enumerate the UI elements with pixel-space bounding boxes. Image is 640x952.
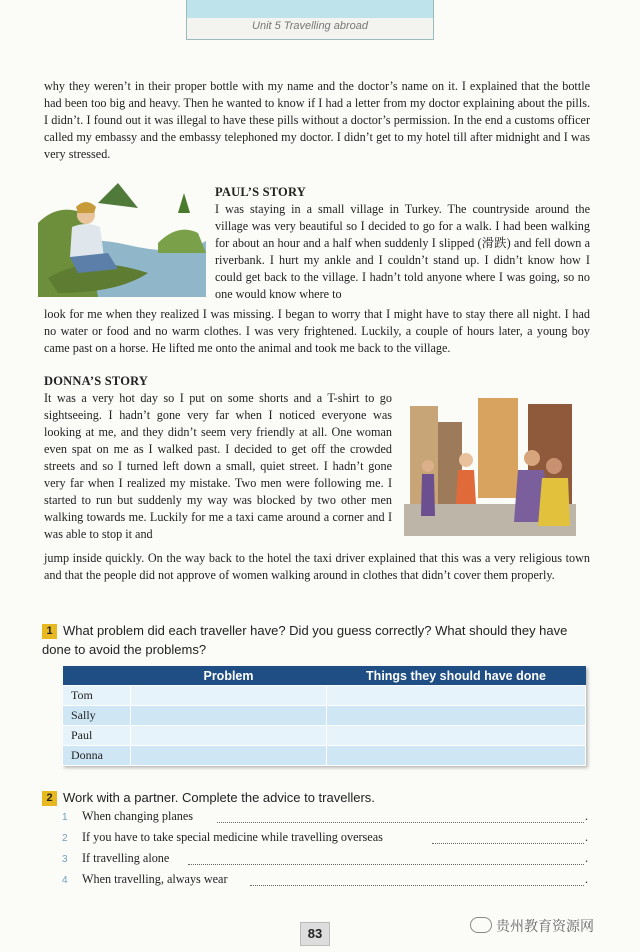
donna-story-text-continued: jump inside quickly. On the way back to the hotel the taxi driver explained that this was a very religious town and that the people did not approve of women walking around in clothes that didn’t cover them properly. [44,551,590,582]
advice-blank-line[interactable] [217,822,584,823]
unit-title: Unit 5 Travelling abroad [252,20,368,32]
donna-story-title: DONNA’S STORY [44,374,149,388]
advice-number: 2 [62,833,68,844]
watermark-text: 贵州教育资源网 [496,919,594,935]
donna-story-continued [44,550,590,584]
row-name-sally: Sally [63,706,131,726]
paul-story-text-continued: look for me when they realized I was missing. I began to worry that I might have to stay there all night. I had no water or food and no warm clothes. I was very frightened. Luckily, a couple of hours later, a young boy came past on a horse. He lifted me onto the animal and took me back to the village. [44,307,590,355]
problem-cell[interactable] [131,706,327,726]
full-stop: . [584,872,588,886]
advice-text: When travelling, always wear [82,872,228,886]
advice-item-2 [62,829,588,847]
table-row [63,726,586,746]
exercise-2-instruction: Work with a partner. Complete the advice to travellers. [63,790,375,805]
exercise-2 [42,788,590,807]
row-name-tom: Tom [63,686,131,706]
full-stop: . [584,809,588,823]
advice-blank-line[interactable] [432,843,584,844]
problem-cell[interactable] [131,726,327,746]
donna-story-text: It was a very hot day so I put on some shorts and a T-shirt to go sightseeing. I hadn’t gone very far when I noticed everyone was looking at me, and they didn’t seem very friendly at all. One woman even spat on me as I walked past. I decided to get off the crowded streets and so I turned left down a small, quiet street. I hadn’t gone very far when I realized my mistake. Two men were following me. I started to run but suddenly my way was blocked by two other men walking towards me. Luckily for me a taxi came around a corner and I was able to stop it and [44,391,392,541]
advice-blank-line[interactable] [188,864,584,865]
advice-item-3 [62,850,588,868]
advice-text: If you have to take special medicine while travelling overseas [82,830,383,844]
full-stop: . [584,851,588,865]
watermark [470,916,594,936]
should-have-done-cell[interactable] [327,686,586,706]
donna-story-wrapped [44,373,392,543]
row-name-donna: Donna [63,746,131,766]
table-header-empty [63,666,131,686]
advice-item-1 [62,808,588,826]
exercise-1 [42,621,590,659]
advice-item-4 [62,871,588,889]
table-row [63,686,586,706]
should-have-done-cell[interactable] [327,726,586,746]
problem-cell[interactable] [131,686,327,706]
problem-table [62,666,586,766]
problem-cell[interactable] [131,746,327,766]
advice-number: 4 [62,875,68,886]
paul-story-title: PAUL’S STORY [215,185,306,199]
table-header-row [63,666,586,686]
exercise-1-question: What problem did each traveller have? Did you guess correctly? What should they have done to avoid the problems? [42,623,568,657]
intro-section [44,78,590,163]
advice-text: When changing planes [82,809,194,823]
paul-illustration [38,183,206,297]
paul-story-continued [44,306,590,357]
advice-number: 3 [62,854,68,865]
paul-story-wrapped [215,184,590,303]
table-row [63,706,586,726]
should-have-done-cell[interactable] [327,746,586,766]
should-have-done-cell[interactable] [327,706,586,726]
intro-paragraph: why they weren’t in their proper bottle with my name and the doctor’s name on it. I explained that the bottle had been too big and heavy. Then he wanted to know if I had a letter from my doctor explaining about the pills. I didn’t. I found out it was illegal to have these pills without a doctor’s permission. In the end a customs officer called my embassy and the embassy telephoned my doctor. I didn’t get to my hotel till after midnight and I was very stressed. [44,79,590,161]
table-row [63,746,586,766]
donna-illustration [404,396,576,536]
chat-icon [470,917,492,933]
row-name-paul: Paul [63,726,131,746]
page-number: 83 [300,922,330,946]
exercise-1-number: 1 [42,624,57,639]
table-header-should-have-done: Things they should have done [327,666,586,686]
advice-blank-line[interactable] [250,885,584,886]
table-header-problem: Problem [131,666,327,686]
paul-story-text: I was staying in a small village in Turkey. The countryside around the village was very beautiful so I decided to go for a walk. I had been walking for about an hour and a half when suddenly I slipped (滑跌) and fell down a riverbank. I hurt my ankle and I couldn’t stand up. I didn’t know how I could get back to the village. I hadn’t told anyone where I was going, so no one would know where to [215,202,590,301]
advice-text: If travelling alone [82,851,170,865]
exercise-2-number: 2 [42,791,57,806]
full-stop: . [584,830,588,844]
advice-number: 1 [62,812,68,823]
unit-header [186,0,434,40]
